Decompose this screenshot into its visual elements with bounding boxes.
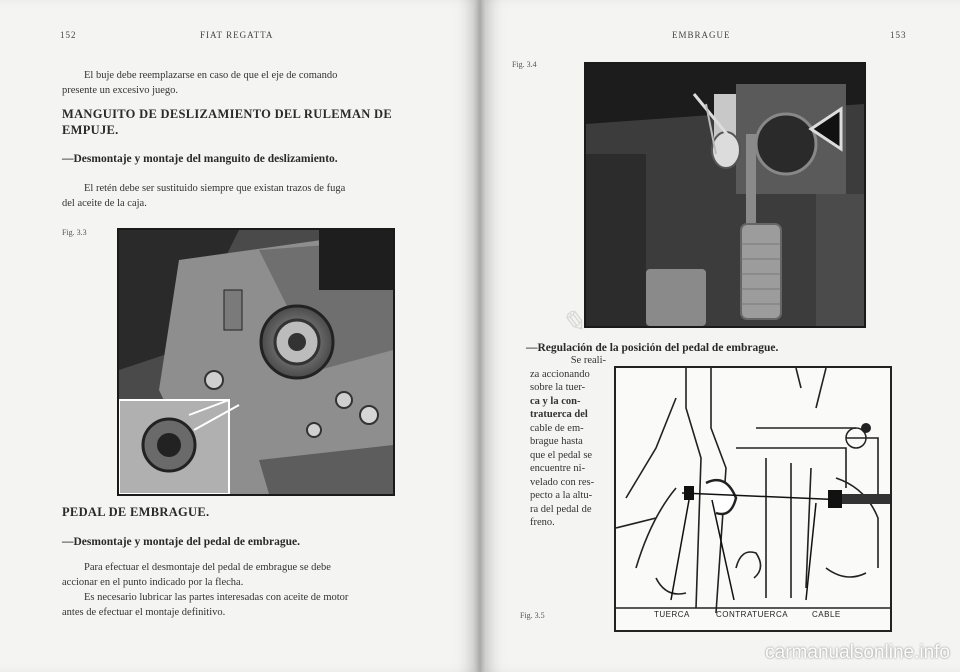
intro-line-1: El buje debe reemplazarse en caso de que el eje de comando bbox=[84, 70, 338, 81]
right-running-head: EMBRAGUE bbox=[672, 30, 731, 40]
regulation-line: sobre la tuer- bbox=[530, 382, 586, 393]
subsection-2-title: —Desmontaje y montaje del pedal de embrague. bbox=[62, 536, 300, 548]
diagram-caption-tuerca: TUERCA bbox=[654, 610, 690, 619]
subsection-1-title: —Desmontaje y montaje del manguito de deslizamiento. bbox=[62, 153, 338, 165]
regulation-line: tratuerca del bbox=[530, 409, 588, 420]
regulation-line: ra del pedal de bbox=[530, 503, 592, 515]
figure-3-3-photo bbox=[117, 228, 395, 496]
regulation-line: za accionando bbox=[530, 368, 590, 380]
subsection-1-text-1: El retén debe ser sustituido siempre que existan trazos de fuga bbox=[84, 183, 346, 194]
figure-3-5-label: Fig. 3.5 bbox=[520, 611, 545, 620]
regulation-title: —Regulación de la posición del pedal de embrague. bbox=[526, 342, 779, 354]
figure-3-4-label: Fig. 3.4 bbox=[512, 60, 537, 69]
regulation-line: velado con res- bbox=[530, 476, 595, 488]
regulation-line: que el pedal se bbox=[530, 449, 593, 461]
figure-3-4-photo bbox=[584, 62, 866, 328]
cable-adjustment-diagram bbox=[616, 368, 890, 630]
section-title-line-1: MANGUITO DE DESLIZAMIENTO DEL RULEMAN DE bbox=[62, 107, 392, 121]
diagram-caption-cable: CABLE bbox=[812, 610, 841, 619]
subsection-2-text-2: accionar en el punto indicado por la flecha. bbox=[62, 577, 244, 588]
watermark: carmanualsonline.info bbox=[765, 642, 950, 663]
regulation-line: cable de em- bbox=[530, 422, 584, 434]
subsection-2-text-3: Es necesario lubricar las partes interesadas con aceite de motor bbox=[84, 592, 349, 603]
section-title-line-2: EMPUJE. bbox=[62, 123, 119, 137]
subsection-1-text-2: del aceite de la caja. bbox=[62, 198, 147, 209]
subsection-2-text-1: Para efectuar el desmontaje del pedal de embrague se debe bbox=[84, 562, 331, 573]
regulation-line: brague hasta bbox=[530, 436, 583, 447]
right-page-number: 153 bbox=[890, 30, 907, 40]
regulation-line: pecto a la altu- bbox=[530, 490, 593, 501]
regulation-line: Se reali- bbox=[570, 355, 606, 366]
diagram-caption-contratuerca: CONTRATUERCA bbox=[716, 610, 789, 619]
regulation-line: freno. bbox=[530, 517, 555, 528]
section-2-title: PEDAL DE EMBRAGUE. bbox=[62, 505, 210, 519]
watermark-faint: ✎ bbox=[560, 306, 586, 339]
figure-3-3-label: Fig. 3.3 bbox=[62, 228, 87, 237]
left-running-head: FIAT REGATTA bbox=[200, 30, 274, 40]
pedal-photo-illustration bbox=[586, 64, 864, 326]
gearbox-photo-illustration bbox=[119, 230, 393, 494]
subsection-2-text-4: antes de efectuar el montaje definitivo. bbox=[62, 607, 226, 618]
intro-line-2: presente un excesivo juego. bbox=[62, 85, 179, 96]
regulation-text-column bbox=[530, 354, 606, 530]
book-gutter bbox=[474, 0, 486, 672]
regulation-line: encuentre ni- bbox=[530, 463, 586, 474]
regulation-line: ca y la con- bbox=[530, 395, 581, 407]
figure-3-5-drawing bbox=[614, 366, 892, 632]
left-page-number: 152 bbox=[60, 30, 77, 40]
